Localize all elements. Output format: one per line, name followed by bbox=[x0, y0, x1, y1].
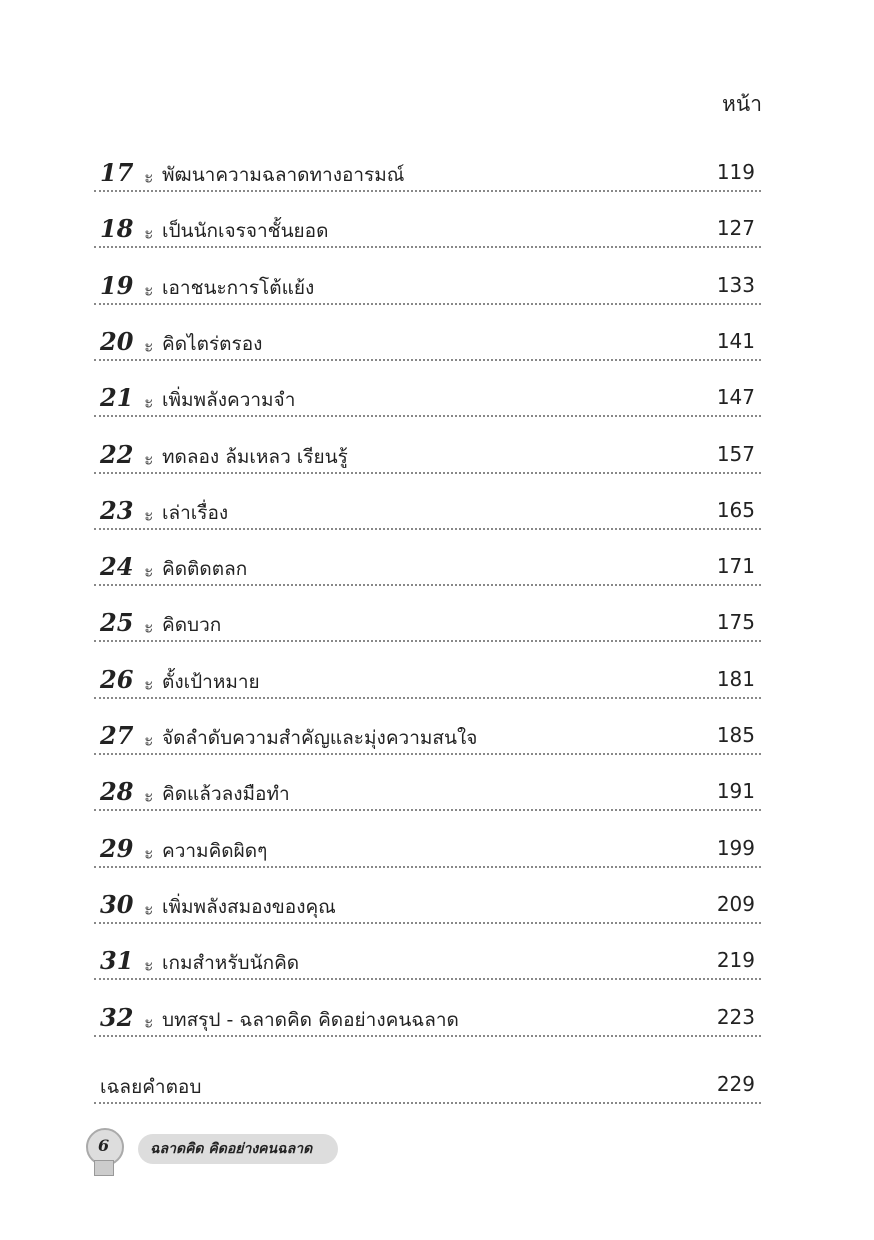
chapter-number: 18 bbox=[100, 214, 134, 244]
entry-page: 199 bbox=[716, 835, 755, 860]
separator: ะ bbox=[144, 730, 154, 751]
entry-page: 171 bbox=[716, 554, 755, 579]
entry-page: 175 bbox=[716, 610, 755, 635]
toc-entry[interactable] bbox=[100, 721, 755, 777]
entry-title: เฉลยคำตอบ bbox=[100, 1076, 202, 1098]
toc-entry[interactable] bbox=[100, 1003, 755, 1059]
toc-entry[interactable] bbox=[100, 777, 755, 833]
entry-title: เพิ่มพลังความจำ bbox=[162, 389, 296, 412]
separator: ะ bbox=[144, 617, 154, 639]
toc-entry[interactable] bbox=[100, 608, 755, 664]
entry-page: 229 bbox=[716, 1072, 755, 1096]
entry-title: เกมสำหรับนักคิด bbox=[162, 952, 300, 975]
toc-entry[interactable] bbox=[100, 665, 755, 721]
entry-page: 181 bbox=[716, 666, 755, 691]
chapter-number: 21 bbox=[100, 383, 134, 413]
entry-title: ความคิดผิดๆ bbox=[162, 839, 268, 862]
separator: ะ bbox=[144, 786, 154, 808]
separator: ะ bbox=[144, 223, 154, 245]
chapter-number: 24 bbox=[100, 552, 134, 582]
entry-page: 165 bbox=[716, 497, 755, 522]
chapter-number: 30 bbox=[100, 889, 134, 919]
chapter-number: 27 bbox=[100, 721, 134, 750]
dotted-leader bbox=[94, 753, 761, 755]
separator: ะ bbox=[144, 448, 154, 470]
entry-title: พัฒนาความฉลาดทางอารมณ์ bbox=[162, 164, 405, 186]
entry-page: 219 bbox=[716, 948, 755, 973]
dotted-leader bbox=[94, 697, 761, 699]
separator: ะ bbox=[144, 898, 154, 920]
separator: ะ bbox=[144, 561, 154, 583]
separator: ะ bbox=[144, 167, 154, 188]
chapter-number: 17 bbox=[100, 158, 134, 187]
chapter-number: 20 bbox=[100, 326, 134, 356]
entry-page: 223 bbox=[716, 1004, 755, 1029]
lightbulb-base-icon bbox=[94, 1160, 114, 1176]
entry-title: ทดลอง ล้มเหลว เรียนรู้ bbox=[162, 445, 348, 468]
dotted-leader bbox=[94, 640, 761, 642]
separator: ะ bbox=[144, 673, 154, 695]
separator: ะ bbox=[144, 504, 154, 526]
toc-entry[interactable] bbox=[100, 271, 755, 327]
chapter-number: 19 bbox=[100, 270, 134, 300]
entry-title: เป็นนักเจรจาชั้นยอด bbox=[162, 220, 329, 243]
chapter-number: 29 bbox=[100, 833, 134, 863]
chapter-number: 25 bbox=[100, 608, 134, 638]
entry-page: 141 bbox=[716, 328, 755, 353]
toc-entry[interactable] bbox=[100, 440, 755, 496]
toc-entry[interactable] bbox=[100, 946, 755, 1002]
book-title: ฉลาดคิด คิดอย่างคนฉลาด bbox=[150, 1141, 313, 1157]
entry-page: 119 bbox=[716, 160, 755, 184]
entry-title: บทสรุป - ฉลาดคิด คิดอย่างคนฉลาด bbox=[162, 1008, 459, 1031]
dotted-leader bbox=[94, 415, 761, 417]
entry-title: ตั้งเป้าหมาย bbox=[162, 670, 260, 693]
dotted-leader bbox=[94, 978, 761, 980]
toc-entry[interactable] bbox=[100, 552, 755, 608]
dotted-leader bbox=[94, 584, 761, 586]
toc-entry[interactable] bbox=[100, 496, 755, 552]
dotted-leader bbox=[94, 1102, 761, 1104]
entry-title: เพิ่มพลังสมองของคุณ bbox=[162, 895, 336, 918]
entry-title: คิดไตร่ตรอง bbox=[162, 332, 263, 355]
entry-title: จัดลำดับความสำคัญและมุ่งความสนใจ bbox=[162, 727, 478, 749]
dotted-leader bbox=[94, 303, 761, 305]
entry-page: 209 bbox=[716, 891, 755, 916]
toc-entry[interactable] bbox=[100, 834, 755, 890]
entry-page: 127 bbox=[716, 216, 755, 241]
entry-title: คิดติดตลก bbox=[162, 558, 248, 581]
separator: ะ bbox=[144, 955, 154, 977]
separator: ะ bbox=[144, 392, 154, 414]
toc-entry[interactable] bbox=[100, 327, 755, 383]
entry-page: 191 bbox=[716, 779, 755, 804]
entry-page: 147 bbox=[716, 385, 755, 410]
dotted-leader bbox=[94, 1035, 761, 1037]
dotted-leader bbox=[94, 246, 761, 248]
entry-page: 185 bbox=[716, 723, 755, 747]
entry-page: 133 bbox=[716, 272, 755, 297]
page-footer bbox=[80, 1112, 380, 1182]
dotted-leader bbox=[94, 472, 761, 474]
chapter-number: 28 bbox=[100, 777, 134, 807]
dotted-leader bbox=[94, 359, 761, 361]
chapter-number: 23 bbox=[100, 495, 134, 525]
dotted-leader bbox=[94, 922, 761, 924]
chapter-number: 31 bbox=[100, 946, 134, 976]
entry-title: เอาชนะการโต้แย้ง bbox=[162, 276, 315, 299]
dotted-leader bbox=[94, 190, 761, 192]
chapter-number: 26 bbox=[100, 664, 134, 694]
dotted-leader bbox=[94, 866, 761, 868]
dotted-leader bbox=[94, 809, 761, 811]
toc-entry[interactable] bbox=[100, 383, 755, 439]
chapter-number: 32 bbox=[100, 1002, 134, 1032]
separator: ะ bbox=[144, 842, 154, 864]
dotted-leader bbox=[94, 528, 761, 530]
separator: ะ bbox=[144, 335, 154, 357]
entry-page: 157 bbox=[716, 441, 755, 466]
toc-entry[interactable] bbox=[100, 214, 755, 270]
entry-title: คิดแล้วลงมือทำ bbox=[162, 783, 290, 806]
separator: ะ bbox=[144, 1011, 154, 1033]
chapter-number: 22 bbox=[100, 439, 134, 469]
entry-title: คิดบวก bbox=[162, 614, 222, 637]
separator: ะ bbox=[144, 279, 154, 301]
toc-entry[interactable] bbox=[100, 158, 755, 214]
page-number: 6 bbox=[98, 1136, 110, 1155]
entry-title: เล่าเรื่อง bbox=[162, 501, 229, 524]
toc-entry[interactable] bbox=[100, 890, 755, 946]
page-column-header: หน้า bbox=[722, 92, 762, 116]
